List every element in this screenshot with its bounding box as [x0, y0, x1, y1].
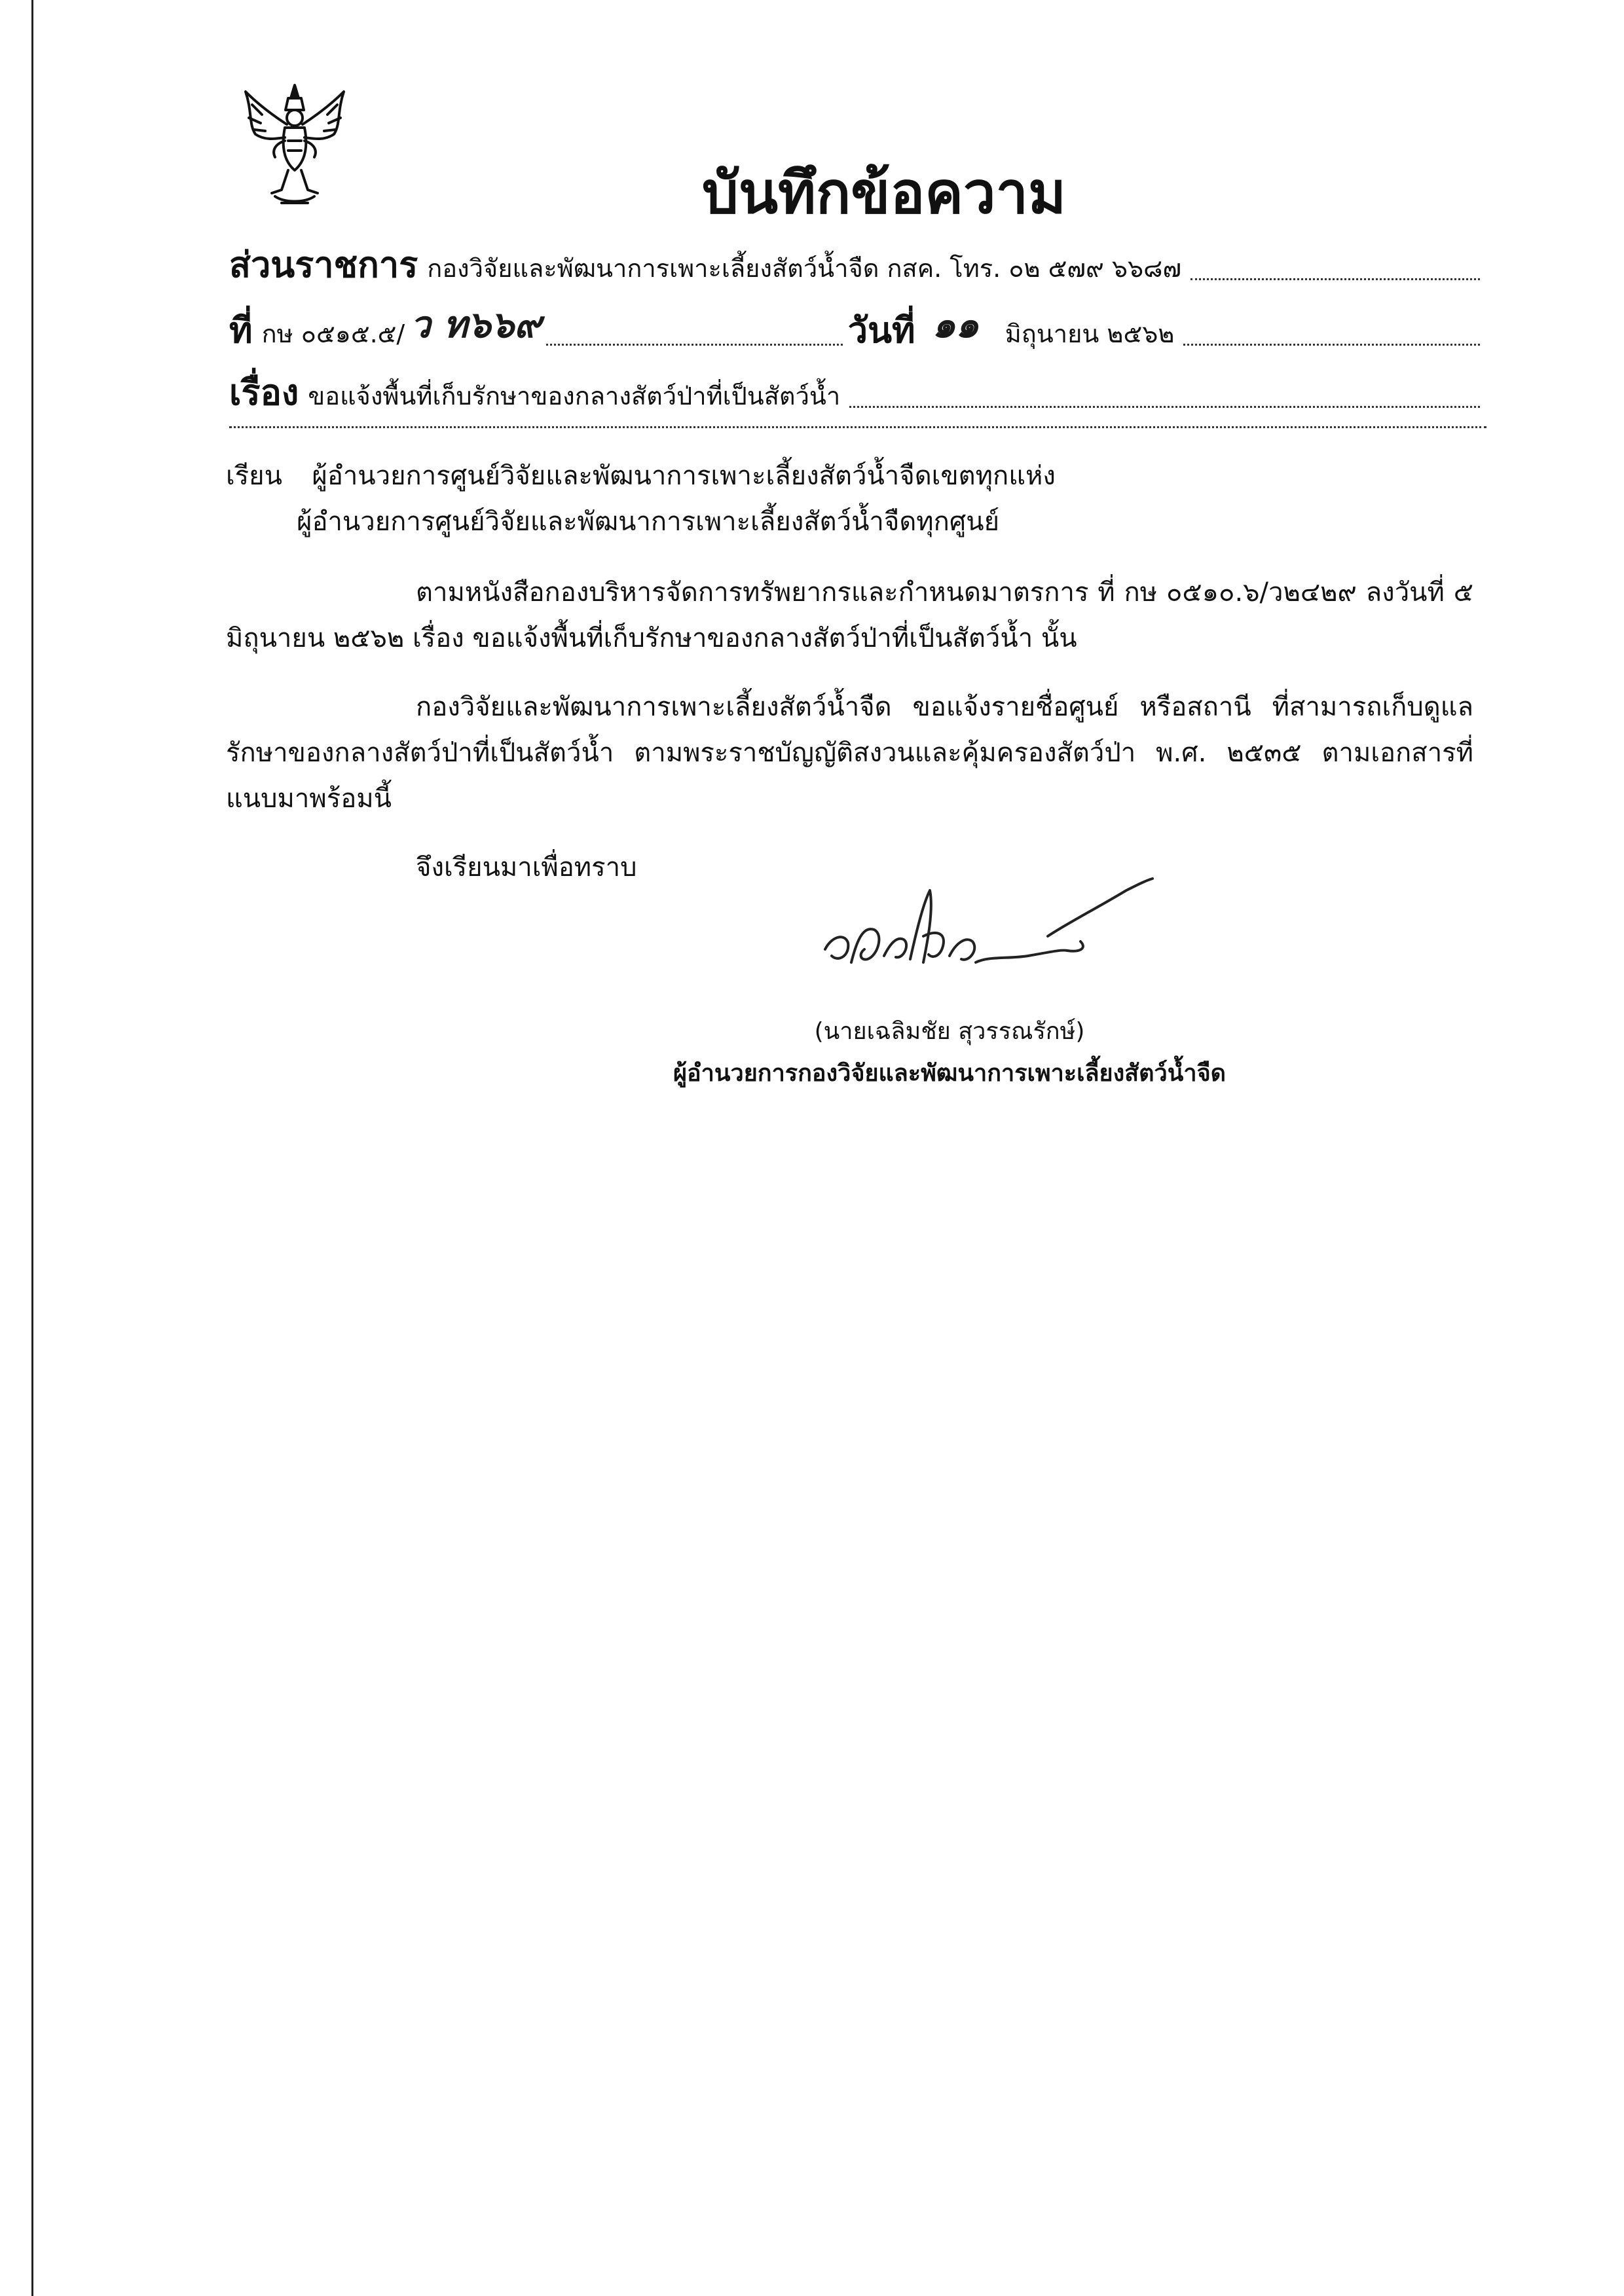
reference-handwritten-number: ว ท๖๖๙ — [410, 303, 542, 346]
paragraph-2-block — [226, 684, 1473, 822]
recipient-line-1 — [226, 453, 1473, 499]
date-dotted-line — [1183, 343, 1480, 346]
handwritten-signature — [812, 864, 1166, 1008]
salutation-label: เรียน — [226, 461, 282, 491]
subject-value: ขอแจ้งพื้นที่เก็บรักษาของกลางสัตว์ป่าที่เป็นสัตว์น้ำ — [308, 382, 841, 410]
recipient-1: ผู้อำนวยการศูนย์วิจัยและพัฒนาการเพาะเลี้ยงสัตว์น้ำจืดเขตทุกแห่ง — [312, 461, 1056, 491]
department-value: กองวิจัยและพัฒนาการเพาะเลี้ยงสัตว์น้ำจืด กสค. โทร. ๐๒ ๕๗๙ ๖๖๘๗ — [427, 254, 1182, 283]
department-dotted-line — [1190, 278, 1480, 280]
department-row — [229, 236, 1480, 288]
salutation-block — [226, 453, 1473, 545]
recipient-2: ผู้อำนวยการศูนย์วิจัยและพัฒนาการเพาะเลี้ยงสัตว์น้ำจืดทุกศูนย์ — [297, 507, 1000, 537]
document-title: บันทึกข้อความ — [701, 159, 1066, 227]
paragraph-1-block — [226, 570, 1473, 661]
subject-label: เรื่อง — [229, 372, 299, 413]
subject-row — [229, 363, 1480, 416]
reference-row — [229, 301, 1480, 354]
date-value: มิถุนายน ๒๕๖๒ — [1005, 319, 1175, 348]
subject-dotted-line — [849, 405, 1480, 408]
signer-name: (นายเฉลิมชัย สุวรรณรักษ์) — [814, 1018, 1085, 1045]
date-label: วันที่ — [847, 310, 915, 351]
date-day-handwritten: ๑๑ — [932, 303, 979, 346]
signer-position: ผู้อำนวยการกองวิจัยและพัฒนาการเพาะเลี้ยงสัตว์น้ำจืด — [673, 1060, 1227, 1087]
recipient-line-2 — [226, 499, 1473, 545]
department-label: ส่วนราชการ — [229, 244, 418, 285]
reference-value: กษ ๐๕๑๕.๕/ — [261, 319, 405, 348]
paragraph-2: กองวิจัยและพัฒนาการเพาะเลี้ยงสัตว์น้ำจืด ขอแจ้งรายชื่อศูนย์ หรือสถานี ที่สามารถเก็บดูแลรักษาของกลางสัตว์ป่าที่เป็นสัตว์น้ำ ตามพระราชบัญญัติสงวนและคุ้มครองสัตว์ป่า พ.ศ. ๒๕๓๕ ตามเอกสารที่แนบมาพร้อมนี้ — [226, 692, 1473, 814]
reference-dotted-line — [546, 343, 843, 346]
header-divider — [229, 426, 1486, 428]
reference-label: ที่ — [229, 310, 253, 351]
paragraph-1: ตามหนังสือกองบริหารจัดการทรัพยากรและกำหนดมาตรการ ที่ กษ ๐๕๑๐.๖/ว๒๔๒๙ ลงวันที่ ๕ มิถุนายน ๒๕๖๒ เรื่อง ขอแจ้งพื้นที่เก็บรักษาของกลางสัตว์ป่าที่เป็นสัตว์น้ำ นั้น — [226, 577, 1473, 653]
page-edge-line — [31, 0, 33, 2296]
closing-text: จึงเรียนมาเพื่อทราบ — [416, 852, 637, 883]
